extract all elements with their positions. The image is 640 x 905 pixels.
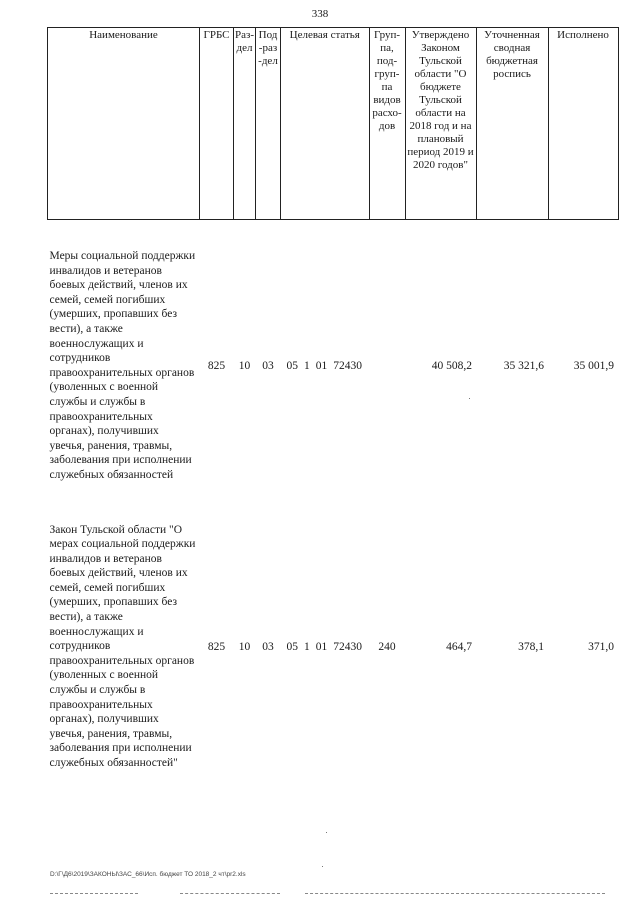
- scan-speck: [469, 398, 470, 399]
- header-grbs: ГРБС: [200, 28, 234, 220]
- row-razdel: 10: [238, 359, 251, 372]
- header-name: Наименование: [48, 28, 200, 220]
- scan-speck: [322, 866, 323, 867]
- table-row: [48, 248, 619, 484]
- header-expense-type: Груп-па, под-груп-па видов расхо-дов: [369, 28, 405, 220]
- header-executed: Исполнено: [548, 28, 618, 220]
- row-refined: 378,1: [518, 640, 544, 653]
- row-podrazdel: 03: [262, 640, 274, 653]
- footer-divider: [180, 893, 280, 894]
- row-expense-type: 240: [378, 640, 396, 653]
- header-podrazdel: Под-раз-дел: [256, 28, 281, 220]
- row-executed: 371,0: [588, 640, 614, 653]
- row-razdel: 10: [238, 640, 251, 653]
- footer-file-path: D:\Г\Д6\2019\ЗАКОНЫ\ЗАС_66\Исп. бюджет ТО 2018_2 чт\рr2.xls: [50, 871, 246, 878]
- header-approved: Утверждено Законом Тульской области "О бюджете Тульской области на 2018 год и на плановый период 2019 и 2020 годов": [405, 28, 476, 220]
- row-expense-type: [369, 248, 405, 484]
- row-grbs: 825: [207, 640, 226, 653]
- row-executed: 35 001,9: [573, 359, 614, 372]
- table-header-row: [48, 28, 619, 220]
- row-grbs: 825: [207, 359, 226, 372]
- table-row: [48, 522, 619, 772]
- budget-table: [47, 27, 619, 772]
- footer-divider: [50, 893, 138, 894]
- row-target-article: 05 1 01 72430: [286, 359, 362, 372]
- row-refined: 35 321,6: [503, 359, 544, 372]
- row-approved: 40 508,2: [431, 359, 472, 372]
- page-number: 338: [311, 8, 329, 20]
- row-podrazdel: 03: [262, 359, 274, 372]
- header-refined: Уточненная сводная бюджетная роспись: [476, 28, 548, 220]
- row-approved: 464,7: [446, 640, 472, 653]
- row-name: Меры социальной поддержки инвалидов и ветеранов боевых действий, членов их семей, семей погибших (умерших, пропавших без вести), а также военнослужащих и сотрудников правоохранительных органов (уволенных с военной службы и службы в правоохранительных органах), получивших увечья, ранения, травмы, заболевания при исполнении служебных обязанностей: [49, 250, 196, 481]
- scan-speck: [326, 832, 327, 833]
- footer-divider: [305, 893, 605, 894]
- header-target-article: Целевая статья: [281, 28, 370, 220]
- header-razdel: Раз-дел: [234, 28, 256, 220]
- row-name: Закон Тульской области "О мерах социальной поддержки инвалидов и ветеранов боевых действий, членов их семей, семей погибших (умерших, пропавших без вести), а также военнослужащих и сотрудников правоохранительных органов (уволенных с военной службы и службы в правоохранительных органах), получивших увечья, ранения, травмы, заболевания при исполнении служебных обязанностей": [49, 523, 196, 769]
- row-target-article: 05 1 01 72430: [286, 640, 362, 653]
